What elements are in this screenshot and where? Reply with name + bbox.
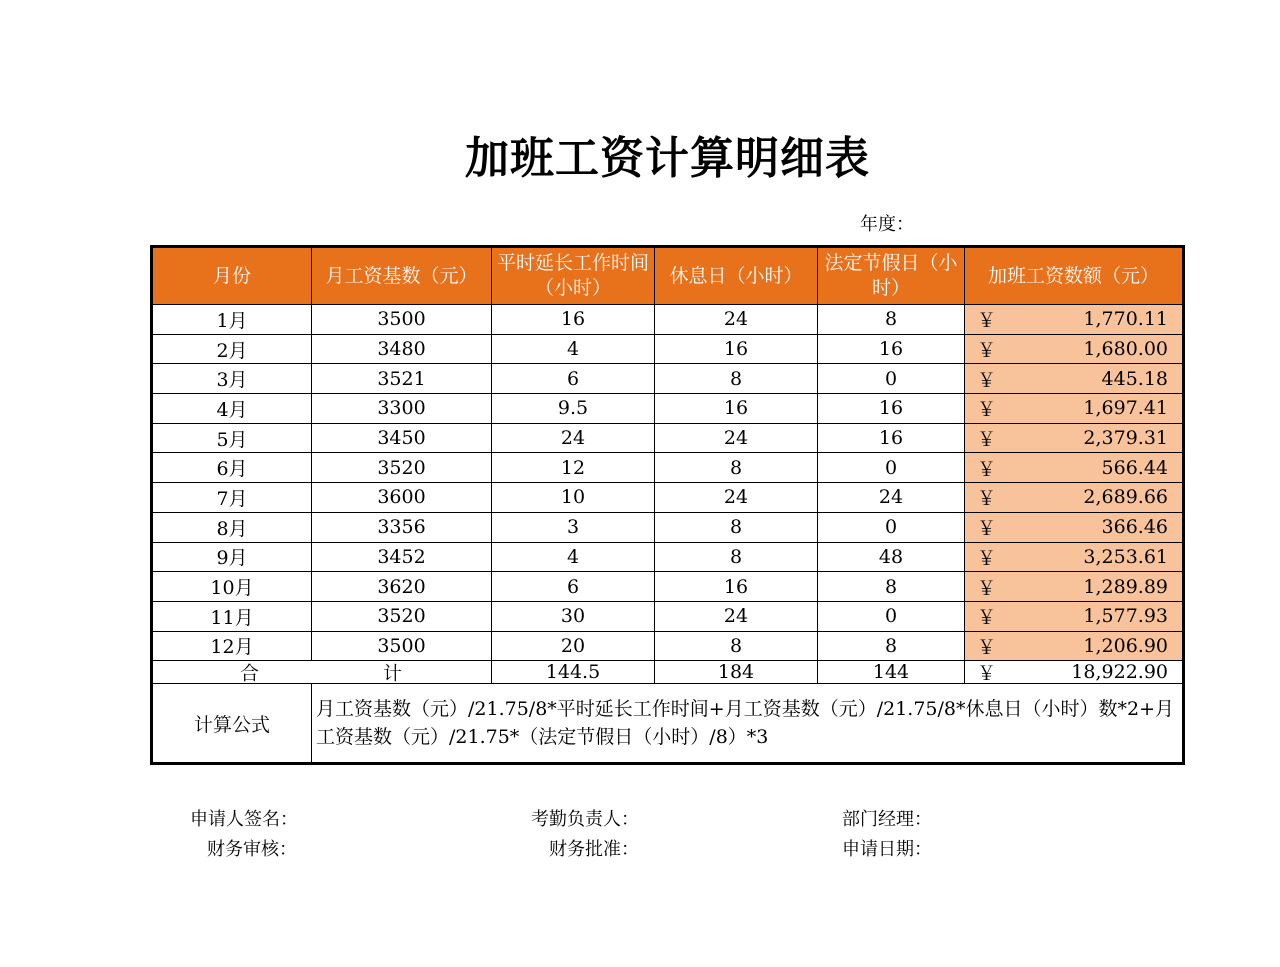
currency-symbol: ￥: [977, 547, 997, 570]
currency-symbol: ￥: [977, 428, 997, 451]
month-cell: 9月: [152, 542, 312, 572]
month-cell: 6月: [152, 453, 312, 483]
overtime-amount-value: 1,289.89: [1083, 575, 1168, 598]
rest-hours-cell: 8: [655, 453, 818, 483]
weekday-hours-cell: 3: [492, 512, 655, 542]
overtime-amount-value: 1,770.11: [1083, 308, 1168, 331]
rest-hours-cell: 8: [655, 631, 818, 661]
total-amount-value: 18,922.90: [1071, 661, 1168, 684]
holiday-hours-cell: 8: [818, 305, 965, 335]
base-salary-cell: 3480: [312, 334, 492, 364]
table-row: [152, 631, 1184, 661]
overtime-amount-cell: [965, 631, 1184, 661]
currency-symbol: ￥: [977, 398, 997, 421]
overtime-amount-value: 2,379.31: [1083, 427, 1168, 450]
table-row: [152, 453, 1184, 483]
total-row: [152, 661, 1184, 684]
rest-hours-cell: 8: [655, 542, 818, 572]
month-cell: 1月: [152, 305, 312, 335]
overtime-amount-value: 2,689.66: [1083, 486, 1168, 509]
table-row: [152, 364, 1184, 394]
finance-review-label: 财务审核：: [207, 839, 297, 860]
base-salary-cell: 3521: [312, 364, 492, 394]
overtime-amount-cell: [965, 305, 1184, 335]
base-salary-cell: 3620: [312, 572, 492, 602]
table-row: [152, 572, 1184, 602]
header-rest-day-hours: 休息日（小时）: [655, 247, 818, 305]
overtime-amount-value: 1,680.00: [1083, 338, 1168, 361]
month-cell: 5月: [152, 423, 312, 453]
weekday-hours-cell: 16: [492, 305, 655, 335]
holiday-hours-cell: 0: [818, 453, 965, 483]
table-row: [152, 512, 1184, 542]
weekday-hours-cell: 6: [492, 364, 655, 394]
overtime-amount-cell: [965, 334, 1184, 364]
header-weekday-hours: 平时延长工作时间（小时）: [492, 247, 655, 305]
holiday-hours-cell: 0: [818, 601, 965, 631]
base-salary-cell: 3520: [312, 601, 492, 631]
overtime-amount-value: 445.18: [1101, 367, 1168, 390]
header-row: [152, 247, 1184, 305]
holiday-hours-cell: 8: [818, 572, 965, 602]
rest-hours-cell: 24: [655, 483, 818, 513]
currency-symbol: ￥: [977, 487, 997, 510]
total-amount: [965, 661, 1184, 684]
formula-text: 月工资基数（元）/21.75/8*平时延长工作时间+月工资基数（元）/21.75/8*休息日（小时）数*2+月工资基数（元）/21.75*（法定节假日（小时）/8）*3: [312, 684, 1184, 764]
overtime-amount-cell: [965, 601, 1184, 631]
header-base-salary: 月工资基数（元）: [312, 247, 492, 305]
weekday-hours-cell: 6: [492, 572, 655, 602]
rest-hours-cell: 16: [655, 572, 818, 602]
applicant-signature-label: 申请人签名：: [190, 809, 298, 830]
table-row: [152, 601, 1184, 631]
overtime-amount-value: 1,697.41: [1083, 397, 1168, 420]
rest-hours-cell: 16: [655, 394, 818, 424]
weekday-hours-cell: 10: [492, 483, 655, 513]
overtime-amount-cell: [965, 483, 1184, 513]
total-weekday-hours: 144.5: [492, 661, 655, 684]
weekday-hours-cell: 12: [492, 453, 655, 483]
month-cell: 7月: [152, 483, 312, 513]
overtime-amount-cell: [965, 364, 1184, 394]
holiday-hours-cell: 16: [818, 394, 965, 424]
base-salary-cell: 3356: [312, 512, 492, 542]
weekday-hours-cell: 9.5: [492, 394, 655, 424]
base-salary-cell: 3500: [312, 631, 492, 661]
department-manager-label: 部门经理：: [842, 809, 932, 830]
overtime-amount-value: 3,253.61: [1083, 545, 1168, 568]
holiday-hours-cell: 48: [818, 542, 965, 572]
rest-hours-cell: 8: [655, 364, 818, 394]
weekday-hours-cell: 4: [492, 542, 655, 572]
total-holiday-hours: 144: [818, 661, 965, 684]
application-date-label: 申请日期：: [842, 839, 932, 860]
table-row: [152, 305, 1184, 335]
header-overtime-amount: 加班工资数额（元）: [965, 247, 1184, 305]
currency-symbol: ￥: [977, 309, 997, 332]
overtime-amount-cell: [965, 572, 1184, 602]
currency-symbol: ￥: [977, 636, 997, 659]
overtime-amount-cell: [965, 453, 1184, 483]
overtime-amount-value: 566.44: [1101, 456, 1168, 479]
header-month: 月份: [152, 247, 312, 305]
currency-symbol: ￥: [977, 662, 997, 684]
rest-hours-cell: 24: [655, 305, 818, 335]
base-salary-cell: 3450: [312, 423, 492, 453]
table-row: [152, 334, 1184, 364]
page-title: 加班工资计算明细表: [465, 133, 870, 184]
base-salary-cell: 3600: [312, 483, 492, 513]
overtime-amount-value: 366.46: [1101, 516, 1168, 539]
base-salary-cell: 3452: [312, 542, 492, 572]
month-cell: 3月: [152, 364, 312, 394]
holiday-hours-cell: 24: [818, 483, 965, 513]
overtime-table: [150, 245, 1185, 765]
month-cell: 2月: [152, 334, 312, 364]
month-cell: 12月: [152, 631, 312, 661]
base-salary-cell: 3300: [312, 394, 492, 424]
table-row: [152, 423, 1184, 453]
currency-symbol: ￥: [977, 577, 997, 600]
header-holiday-hours: 法定节假日（小时）: [818, 247, 965, 305]
currency-symbol: ￥: [977, 369, 997, 392]
rest-hours-cell: 8: [655, 512, 818, 542]
overtime-amount-cell: [965, 542, 1184, 572]
overtime-amount-cell: [965, 423, 1184, 453]
month-cell: 4月: [152, 394, 312, 424]
attendance-manager-label: 考勤负责人：: [531, 809, 639, 830]
month-cell: 11月: [152, 601, 312, 631]
holiday-hours-cell: 8: [818, 631, 965, 661]
overtime-amount-value: 1,206.90: [1083, 634, 1168, 657]
overtime-amount-cell: [965, 512, 1184, 542]
holiday-hours-cell: 16: [818, 334, 965, 364]
total-rest-hours: 184: [655, 661, 818, 684]
overtime-amount-cell: [965, 394, 1184, 424]
holiday-hours-cell: 16: [818, 423, 965, 453]
weekday-hours-cell: 30: [492, 601, 655, 631]
rest-hours-cell: 24: [655, 423, 818, 453]
holiday-hours-cell: 0: [818, 512, 965, 542]
base-salary-cell: 3500: [312, 305, 492, 335]
weekday-hours-cell: 4: [492, 334, 655, 364]
table-row: [152, 483, 1184, 513]
formula-label: 计算公式: [152, 684, 312, 764]
currency-symbol: ￥: [977, 606, 997, 629]
weekday-hours-cell: 24: [492, 423, 655, 453]
weekday-hours-cell: 20: [492, 631, 655, 661]
year-label: 年度：: [860, 214, 914, 235]
total-label-b: 计: [383, 662, 403, 684]
finance-approval-label: 财务批准：: [549, 839, 639, 860]
currency-symbol: ￥: [977, 517, 997, 540]
table-row: [152, 542, 1184, 572]
total-label: [152, 661, 492, 684]
formula-row: [152, 684, 1184, 764]
currency-symbol: ￥: [977, 458, 997, 481]
month-cell: 10月: [152, 572, 312, 602]
table-row: [152, 394, 1184, 424]
rest-hours-cell: 16: [655, 334, 818, 364]
total-label-a: 合: [240, 662, 260, 684]
rest-hours-cell: 24: [655, 601, 818, 631]
month-cell: 8月: [152, 512, 312, 542]
holiday-hours-cell: 0: [818, 364, 965, 394]
base-salary-cell: 3520: [312, 453, 492, 483]
currency-symbol: ￥: [977, 339, 997, 362]
overtime-amount-value: 1,577.93: [1083, 605, 1168, 628]
